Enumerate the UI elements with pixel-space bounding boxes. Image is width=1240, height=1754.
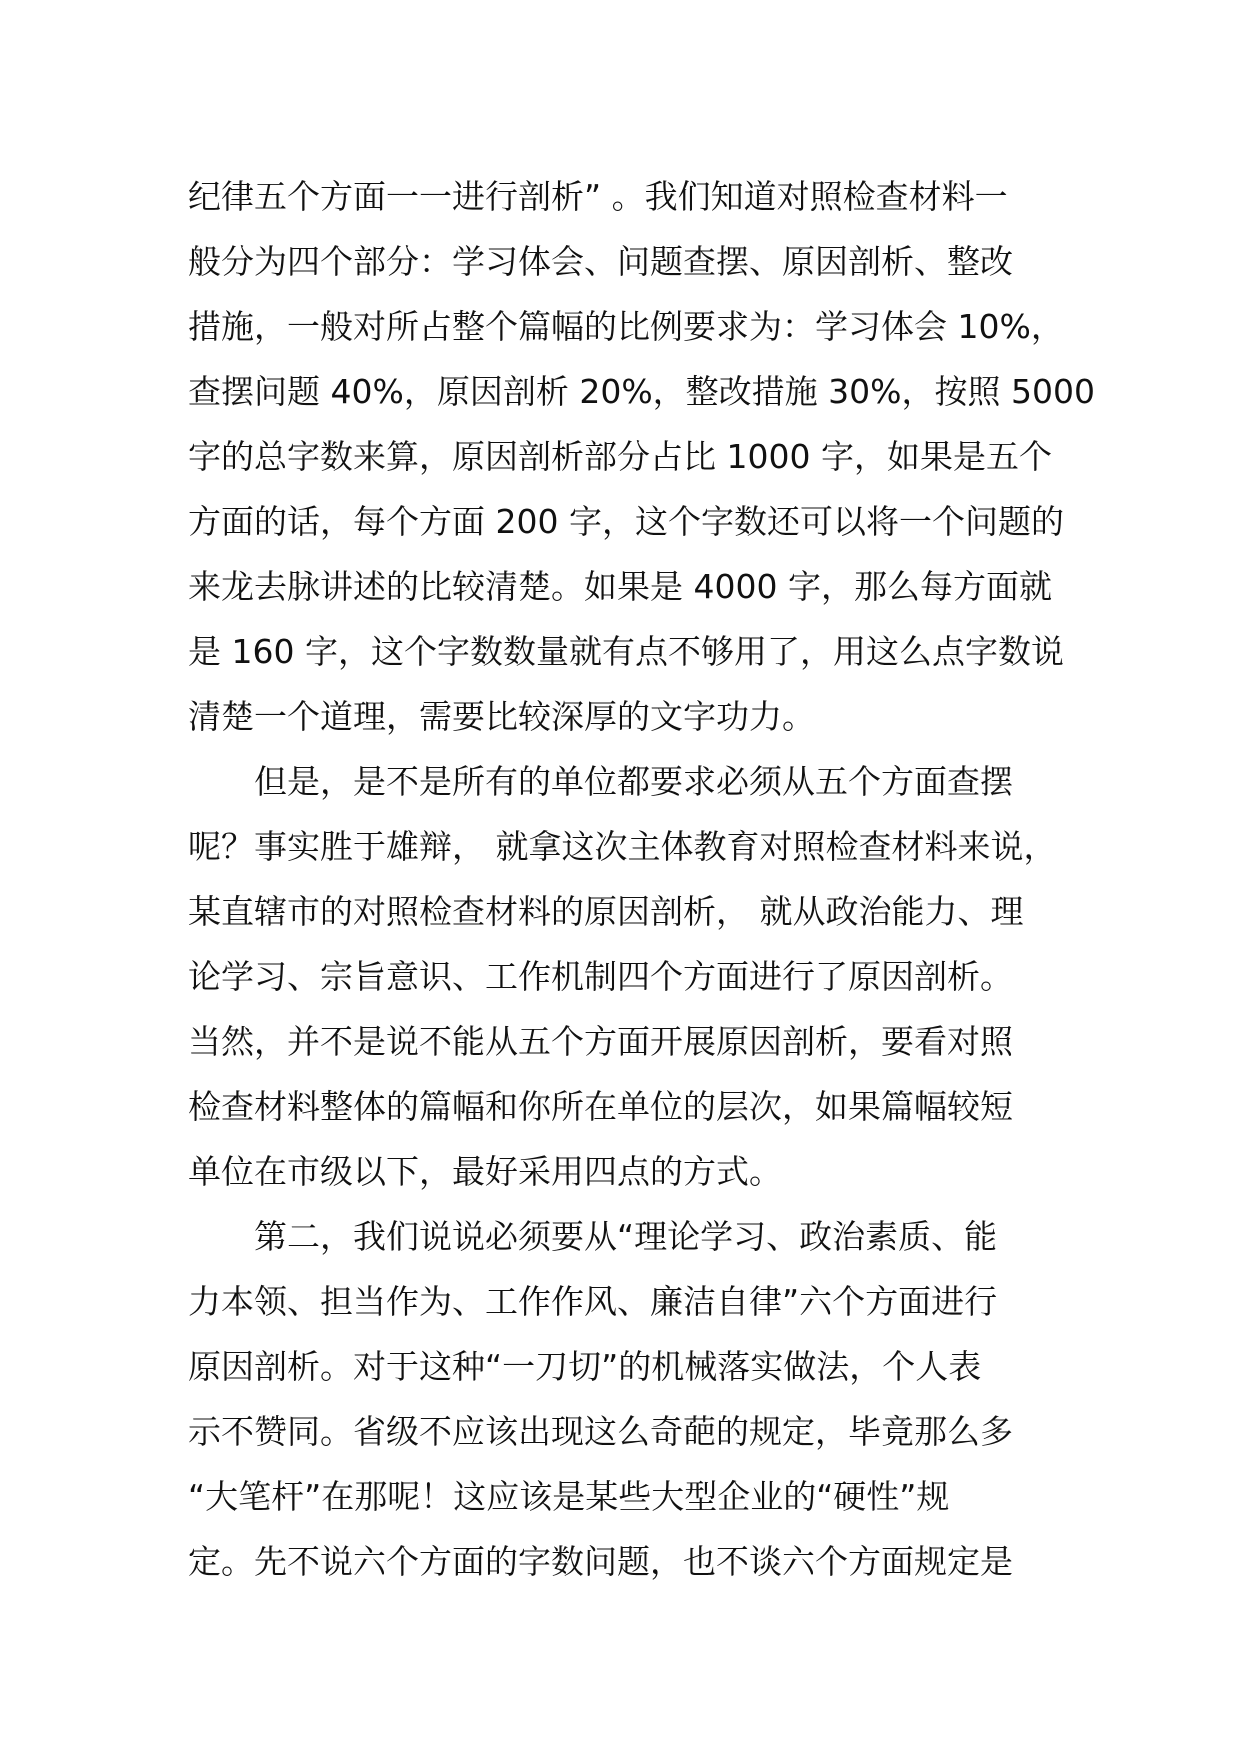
text-line: 般分为四个部分：学习体会、问题查摆、原因剖析、整改 — [188, 242, 1013, 281]
text-line: 论学习、宗旨意识、工作机制四个方面进行了原因剖析。 — [188, 957, 1013, 996]
text-line: 字的总字数来算，原因剖析部分占比 1000 字，如果是五个 — [188, 437, 1052, 476]
text-line: 方面的话，每个方面 200 字，这个字数还可以将一个问题的 — [188, 502, 1064, 541]
text-line: 某直辖市的对照检查材料的原因剖析， 就从政治能力、理 — [188, 892, 1024, 931]
text-line: 清楚一个道理，需要比较深厚的文字功力。 — [188, 697, 815, 736]
text-line: 单位在市级以下，最好采用四点的方式。 — [188, 1152, 782, 1191]
text-line: 力本领、担当作为、工作作风、廉洁自律”六个方面进行 — [188, 1282, 998, 1321]
text-line: 纪律五个方面一一进行剖析” 。我们知道对照检查材料一 — [188, 177, 1008, 216]
paragraph-start-line: 第二，我们说说必须要从“理论学习、政治素质、能 — [188, 1217, 998, 1256]
body-text — [188, 164, 1095, 1594]
text-line: 原因剖析。对于这种“一刀切”的机械落实做法，个人表 — [188, 1347, 982, 1386]
text-line: 来龙去脉讲述的比较清楚。如果是 4000 字，那么每方面就 — [188, 567, 1052, 606]
text-line: 当然，并不是说不能从五个方面开展原因剖析，要看对照 — [188, 1022, 1013, 1061]
text-line: 是 160 字，这个字数数量就有点不够用了，用这么点字数说 — [188, 632, 1064, 671]
text-line: 措施，一般对所占整个篇幅的比例要求为：学习体会 10%， — [188, 307, 1064, 346]
text-line: 检查材料整体的篇幅和你所在单位的层次，如果篇幅较短 — [188, 1087, 1013, 1126]
text-line: 呢？事实胜于雄辩， 就拿这次主体教育对照检查材料来说， — [188, 827, 1057, 866]
text-line: “大笔杆”在那呢！这应该是某些大型企业的“硬性”规 — [188, 1477, 950, 1516]
text-line: 示不赞同。省级不应该出现这么奇葩的规定，毕竟那么多 — [188, 1412, 1013, 1451]
text-line: 查摆问题 40%，原因剖析 20%，整改措施 30%，按照 5000 — [188, 372, 1095, 411]
paragraph-start-line: 但是，是不是所有的单位都要求必须从五个方面查摆 — [188, 762, 1013, 801]
text-line: 定。先不说六个方面的字数问题，也不谈六个方面规定是 — [188, 1542, 1013, 1581]
